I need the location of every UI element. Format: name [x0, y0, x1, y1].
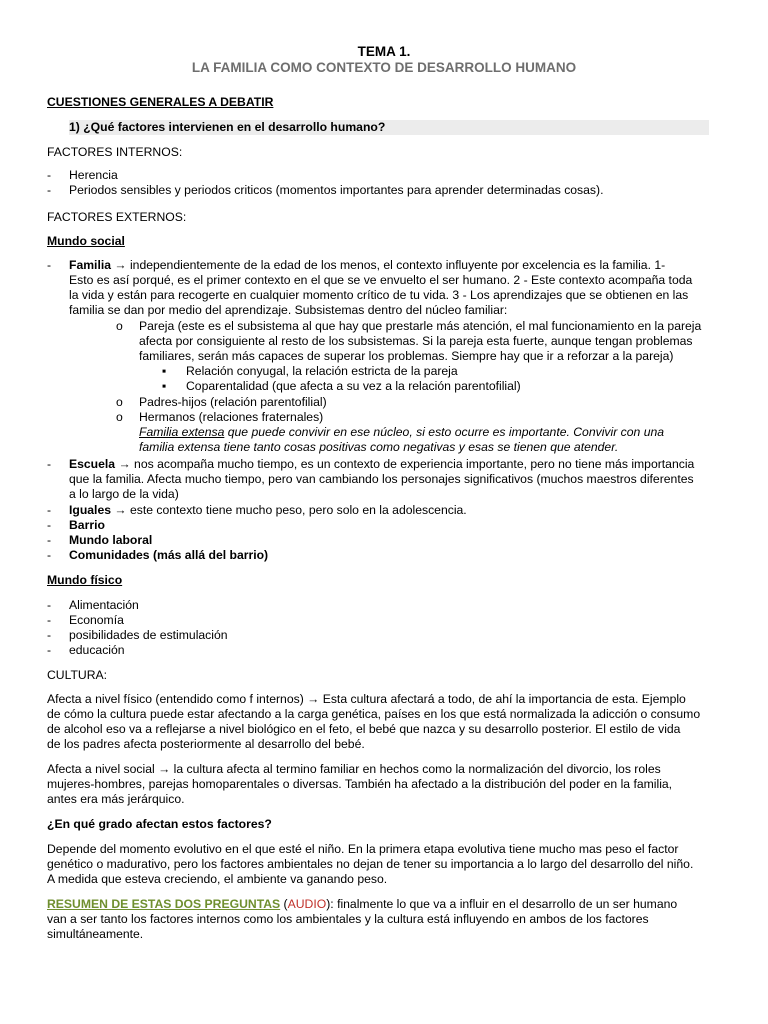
- summary-line: simultáneamente.: [47, 927, 144, 941]
- bullet: o: [116, 395, 123, 409]
- degree-paragraph-line: A medida que esteva creciendo, el ambiente va ganando peso.: [47, 872, 388, 886]
- question-1: 1) ¿Qué factores intervienen en el desarrollo humano?: [69, 120, 709, 135]
- familia-extensa-text: Familia extensa que puede convivir en ese núcleo, si esto ocurre es importante. Convivir con una: [139, 425, 665, 439]
- familia-text: familia se dan por medio del aprendizaje. Subsistemas dentro del núcleo familiar:: [69, 303, 508, 317]
- pareja-sub-item: Coparentalidad (que afecta a su vez a la relación parentofilial): [186, 379, 521, 393]
- culture-paragraph-line: de cómo la cultura puede estar afectando a la carga genética, países en los que está normalizada la adicción o consumo: [47, 707, 701, 721]
- culture-paragraph-line: antes era más jerárquico.: [47, 792, 185, 806]
- audio-label: AUDIO: [287, 897, 327, 911]
- pareja-text: afecta por consiguiente al resto de los subsistemas. Si la pareja esta fuerte, aunque tengan problemas: [139, 334, 693, 348]
- culture-paragraph-line: de alcohol eso va a reflejarse a nivel biológico en el feto, el bebé que nazca y su desarrollo posterior. El estilo de vida: [47, 722, 681, 736]
- social-world-heading: Mundo social: [47, 234, 125, 248]
- familia-extensa-text: familia extensa tiene tanto cosas positivas como negativas y esas se tienen que atender.: [139, 440, 619, 454]
- degree-paragraph-line: Depende del momento evolutivo en el que esté el niño. En la primera etapa evolutiva tiene mucho mas peso el factor: [47, 842, 679, 856]
- pareja-sub-item: Relación conyugal, la relación estricta de la pareja: [186, 364, 458, 378]
- culture-label: CULTURA:: [47, 668, 108, 682]
- escuela-text: a lo largo de la vida): [69, 487, 179, 501]
- external-factors-label: FACTORES EXTERNOS:: [47, 210, 187, 224]
- section-heading: CUESTIONES GENERALES A DEBATIR: [47, 95, 274, 109]
- bullet: o: [116, 319, 123, 333]
- escuela-text: que la familia. Afecta mucho tiempo, pero van cambiando los personajes significativos (muchos maestros diferentes: [69, 472, 694, 486]
- summary-line: RESUMEN DE ESTAS DOS PREGUNTAS (AUDIO): finalmente lo que va a influir en el desarrollo de un ser humano: [47, 897, 678, 911]
- culture-paragraph-line: mujeres-hombres, parejas homoparentales o diversas. También ha afectado a la distribución del poder en la familia,: [47, 777, 673, 791]
- bullet: ▪: [162, 364, 167, 378]
- pareja-text: familiares, serán más capaces de superar los problemas. Siempre hay que ir a reforzar a la pareja): [139, 349, 674, 363]
- summary-label: RESUMEN DE ESTAS DOS PREGUNTAS: [47, 897, 281, 911]
- document-page: TEMA 1. LA FAMILIA COMO CONTEXTO DE DESARROLLO HUMANO CUESTIONES GENERALES A DEBATIR 1) ¿Qué factores intervienen en el desarrollo humano? FACTORES INTERNOS: - Herencia - Periodos sensibles y periodos criticos (momentos importantes para aprender determinadas cosas). FACTORES EXTERNOS: Mundo social - Familia → independientemente de la edad de los menos, el contexto influyente por excelencia es la familia. 1- Esto es así porqué, es el primer contexto en el que se ve envuelto el ser humano. 2 - Este contexto acompaña toda la vida y están para recogerte en cualquier momento crítico de tu vida. 3 - Los aprendizajes que se obtienen en las familia se dan por medio del aprendizaje. Subsistemas dentro del núcleo familiar: o Pareja (este es el subsistema al que hay que prestarle más atención, el mal funcionamiento en la pareja afecta por consiguiente al resto de los subsistemas. Si la pareja esta fuerte, aunque tengan problemas familiares, serán más capaces de superar los problemas. Siempre hay que ir a reforzar a la pareja) ▪ Relación conyugal, la relación estricta de la pareja ▪ Coparentalidad (que afecta a su vez a la relación parentofilial) o Padres-hijos (relación parentofilial) o Hermanos (relaciones fraternales) Familia extensa que puede convivir en ese núcleo, si esto ocurre es importante. Convivir con una familia extensa tiene tanto cosas positivas como negativas y esas se tienen que atender. - Escuela → nos acompaña mucho tiempo, es un contexto de experiencia importante, pero no tiene más importancia que la familia. Afecta mucho tiempo, pero van cambiando los personajes significativos (muchos maestros diferentes a lo largo de la vida) - Iguales → este contexto tiene mucho peso, pero solo en la adolescencia. - Barrio - Mundo laboral - Comunidades (más allá del barrio) Mundo físico - Alimentación - Economía - posibilidades de estimulación - educación CULTURA: Afecta a nivel físico (entendido como f internos) → Esta cultura afectará a todo, de ahí la importancia de esta. Ejemplo de cómo la cultura puede estar afectando a la carga genética, países en los que está normalizada la adicción o consumo de alcohol eso va a reflejarse a nivel biológico en el feto, el bebé que nazca y su desarrollo posterior. El estilo de vida de los padres afecta posteriormente al desarrollo del bebé. Afecta a nivel social → la cultura afecta al termino familiar en hechos como la normalización del divorcio, los roles mujeres-hombres, parejas homoparentales o diversas. También ha afectado a la distribución del poder en la familia, antes era más jerárquico. ¿En qué grado afectan estos factores? Depende del momento evolutivo en el que esté el niño. En la primera etapa evolutiva tiene mucho mas peso el factor genético o madurativo, pero los factores ambientales no dejan de tener su importancia a lo largo del desarrollo del niño. A medida que esteva creciendo, el ambiente va ganando peso. RESUMEN DE ESTAS DOS PREGUNTAS (AUDIO): finalmente lo que va a influir en el desarrollo de un ser humano van a ser tanto los factores internos como los ambientales y la cultura está influyendo en ambos de los factores simultáneamente.: [0, 0, 768, 1024]
- bullet: o: [116, 410, 123, 424]
- bullet: ▪: [162, 379, 167, 393]
- culture-paragraph-line: Afecta a nivel físico (entendido como f internos) → Esta cultura afectará a todo, de ahí la importancia de esta. Ejemplo: [47, 692, 686, 706]
- physical-world-heading: Mundo físico: [47, 573, 123, 587]
- familia-text: Esto es así porqué, es el primer contexto en el que se ve envuelto el ser humano. 2 - Este contexto acompaña toda: [69, 273, 693, 287]
- hermanos-item: Hermanos (relaciones fraternales): [139, 410, 324, 424]
- culture-paragraph-line: Afecta a nivel social → la cultura afecta al termino familiar en hechos como la normalización del divorcio, los roles: [47, 762, 661, 776]
- degree-question: ¿En qué grado afectan estos factores?: [47, 817, 272, 831]
- familia-text: la vida y están para recogerte en cualquier momento crítico de tu vida. 3 - Los aprendizajes que se obtienen en las: [69, 288, 689, 302]
- padres-item: Padres-hijos (relación parentofilial): [139, 395, 327, 409]
- summary-line: van a ser tanto los factores internos como los ambientales y la cultura está influyendo en ambos de los factores: [47, 912, 649, 926]
- internal-factors-label: FACTORES INTERNOS:: [47, 145, 183, 159]
- document-title: TEMA 1.: [357, 44, 411, 59]
- pareja-text: Pareja (este es el subsistema al que hay que prestarle más atención, el mal funcionamiento en la pareja: [139, 319, 702, 333]
- document-subtitle: LA FAMILIA COMO CONTEXTO DE DESARROLLO HUMANO: [191, 60, 577, 75]
- degree-paragraph-line: genético o madurativo, pero los factores ambientales no dejan de tener su importancia a lo largo del desarrollo del niño.: [47, 857, 694, 871]
- culture-paragraph-line: de los padres afecta posteriormente al desarrollo del bebé.: [47, 737, 365, 751]
